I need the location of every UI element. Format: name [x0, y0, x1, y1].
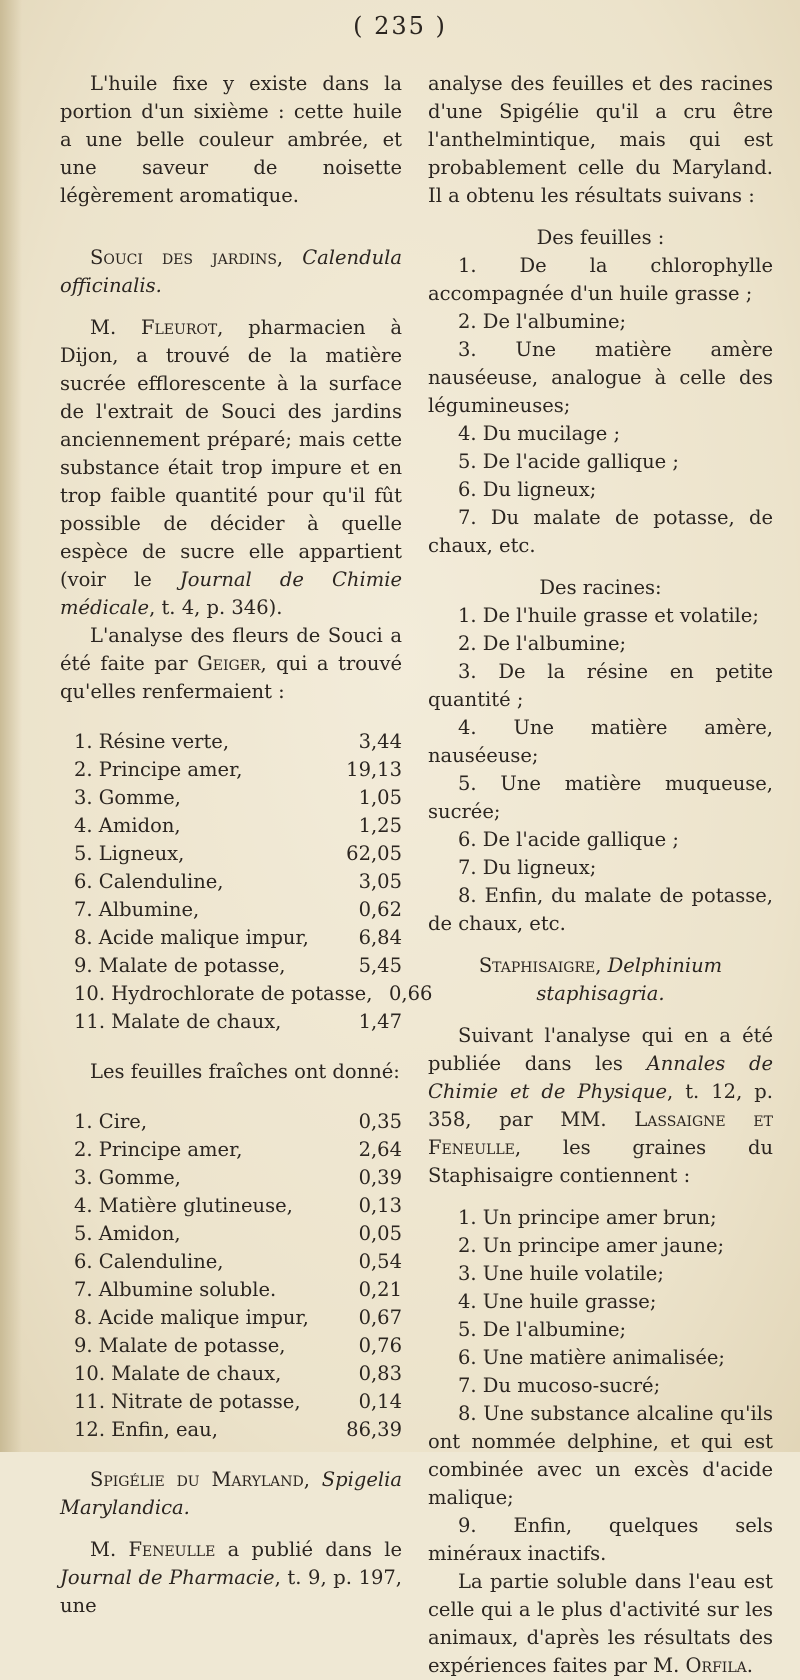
- list-item: 7. Du malate de potasse, de chaux, etc.: [428, 506, 773, 557]
- row-label: 11. Nitrate de potasse,: [74, 1390, 301, 1413]
- table-row: [60, 1164, 402, 1192]
- list-item: 8. Une substance alcaline qu'ils ont nommée delphine, et qui est combinée avec un excès d'acide malique;: [428, 1402, 773, 1509]
- leaves-composition-table: [60, 1108, 402, 1444]
- text-fragment: a publié dans le: [227, 1538, 403, 1561]
- table-row: [60, 840, 402, 868]
- row-value: 0,05: [358, 1222, 402, 1245]
- list-item: 4. Du mucilage ;: [458, 422, 621, 445]
- table-row: [60, 1416, 402, 1444]
- souci-paragraph-2: [60, 622, 402, 706]
- list-item: 3. De la résine en petite quantité ;: [428, 660, 773, 711]
- table-row: [60, 1192, 402, 1220]
- row-label: 3. Gomme,: [74, 1166, 181, 1189]
- row-label: 2. Principe amer,: [74, 1138, 243, 1161]
- list-item: 2. De l'albumine;: [458, 632, 627, 655]
- row-label: 1. Cire,: [74, 1110, 148, 1133]
- author-name: Orfila.: [685, 1654, 753, 1677]
- row-value: 0,76: [358, 1334, 402, 1357]
- intro-paragraph: L'huile fixe y existe dans la portion d'un sixième : cette huile a une belle couleur ambrée, et une saveur de noisette légèrement aromatique.: [60, 72, 402, 207]
- row-value: 0,62: [358, 898, 402, 921]
- row-value: 0,54: [358, 1250, 402, 1273]
- author-names: Lassaigne et Feneulle,: [428, 1108, 773, 1159]
- row-value: 1,05: [358, 786, 402, 809]
- row-label: 12. Enfin, eau,: [74, 1418, 218, 1441]
- author-name: Feneulle: [128, 1538, 216, 1561]
- list-item: 3. Une huile volatile;: [458, 1262, 664, 1285]
- row-label: 9. Malate de potasse,: [74, 1334, 286, 1357]
- racines-list: [428, 602, 773, 938]
- list-item: 5. Une matière muqueuse, sucrée;: [428, 772, 773, 823]
- text-fragment: , t. 4, p. 346).: [149, 596, 283, 619]
- left-column: [60, 70, 433, 1620]
- page-number: ( 235 ): [353, 12, 447, 40]
- flowers-composition-table: [60, 728, 433, 1036]
- right-column: [428, 70, 773, 1680]
- list-item: 6. De l'acide gallique ;: [458, 828, 679, 851]
- table-row: [60, 756, 402, 784]
- list-item: 8. Enfin, du malate de potasse, de chaux, etc.: [428, 884, 773, 935]
- row-value: 1,47: [358, 1010, 402, 1033]
- row-label: 7. Albumine,: [74, 898, 200, 921]
- table-row: [60, 784, 402, 812]
- table-row: [60, 1136, 402, 1164]
- staphisaigre-paragraph: [428, 1022, 773, 1190]
- row-label: 10. Hydrochlorate de potasse,: [74, 982, 373, 1005]
- row-value: 0,66: [389, 982, 433, 1005]
- page-spine-shadow: [0, 0, 22, 1452]
- row-label: 2. Principe amer,: [74, 758, 243, 781]
- row-value: 3,44: [358, 730, 402, 753]
- row-value: 62,05: [346, 842, 402, 865]
- list-item: 4. Une matière amère, nauséeuse;: [428, 716, 773, 767]
- table-row: [60, 1008, 402, 1036]
- final-paragraph: [428, 1568, 773, 1680]
- text-fragment: les graines du Staphisaigre contiennent :: [428, 1136, 773, 1187]
- text-fragment: qui a trouvé qu'elles renfermaient :: [60, 652, 402, 703]
- list-item: 4. Une huile grasse;: [458, 1290, 657, 1313]
- row-value: 1,25: [358, 814, 402, 837]
- souci-heading: [60, 244, 402, 300]
- staphisaigre-heading-name: Staphisaigre,: [478, 954, 602, 977]
- row-label: 6. Calenduline,: [74, 1250, 224, 1273]
- staphisaigre-list: [428, 1204, 773, 1568]
- feuilles-list: [428, 252, 773, 560]
- row-value: 0,13: [358, 1194, 402, 1217]
- table-row: [60, 1360, 402, 1388]
- row-value: 0,67: [358, 1306, 402, 1329]
- list-item: 9. Enfin, quelques sels minéraux inactifs.: [428, 1514, 773, 1565]
- row-label: 5. Ligneux,: [74, 842, 185, 865]
- staphisaigre-heading-latin: Delphinium staphisagria.: [536, 954, 723, 1005]
- table-row: [60, 1332, 402, 1360]
- list-item: 6. Du ligneux;: [458, 478, 597, 501]
- table-row: [60, 812, 402, 840]
- row-label: 6. Calenduline,: [74, 870, 224, 893]
- table-row: [60, 924, 402, 952]
- list-item: 7. Du mucoso-sucré;: [458, 1374, 661, 1397]
- table-row: [60, 1108, 402, 1136]
- table-row: [60, 1248, 402, 1276]
- row-value: 0,35: [358, 1110, 402, 1133]
- spigelie-paragraph: [60, 1536, 402, 1620]
- table-row: [60, 1304, 402, 1332]
- text-fragment: , t. 9, p. 197, une: [60, 1566, 402, 1617]
- text-fragment: pharmacien à Dijon, a trouvé de la matière sucrée efflorescente à la surface de l'extrait de Souci des jardins anciennement préparé; mais cette substance était trop impure et en trop faible quantité pour qu'il fût possible de décider à quelle espèce de sucre elle appartient (voir le: [60, 316, 402, 591]
- row-label: 5. Amidon,: [74, 1222, 181, 1245]
- table-row: [60, 980, 433, 1008]
- row-value: 0,14: [358, 1390, 402, 1413]
- souci-heading-name: Souci des jardins,: [90, 246, 284, 269]
- list-item: 2. Un principe amer jaune;: [458, 1234, 725, 1257]
- text-fragment: M.: [90, 1538, 117, 1561]
- continued-paragraph: analyse des feuilles et des racines d'une Spigélie qu'il a cru être l'anthelmintique, mais qui est probablement celle du Maryland. Il a obtenu les résultats suivans :: [428, 72, 773, 207]
- spigelie-heading-latin: Spigelia Marylandica.: [60, 1468, 402, 1519]
- journal-title: Journal de Pharmacie: [60, 1566, 275, 1589]
- list-item: 6. Une matière animalisée;: [458, 1346, 725, 1369]
- table-row: [60, 868, 402, 896]
- row-value: 5,45: [358, 954, 402, 977]
- text-fragment: , t. 12, p. 358, par MM.: [428, 1080, 773, 1131]
- row-label: 1. Résine verte,: [74, 730, 230, 753]
- list-item: 5. De l'acide gallique ;: [458, 450, 679, 473]
- row-value: 0,83: [358, 1362, 402, 1385]
- table-row: [60, 1388, 402, 1416]
- row-value: 3,05: [358, 870, 402, 893]
- staphisaigre-heading: [428, 952, 773, 1008]
- table-row: [60, 1276, 402, 1304]
- text-fragment: La partie soluble dans l'eau est celle qui a le plus d'activité sur les animaux, d'après les résultats des expériences faites par M.: [428, 1570, 773, 1677]
- list-item: 2. De l'albumine;: [458, 310, 627, 333]
- souci-paragraph-1: [60, 314, 402, 622]
- spigelie-heading: [60, 1466, 402, 1522]
- feuilles-heading: Des feuilles :: [536, 226, 665, 249]
- table-row: [60, 952, 402, 980]
- racines-heading: Des racines:: [539, 576, 662, 599]
- leaves-intro: Les feuilles fraîches ont donné:: [90, 1060, 400, 1083]
- row-value: 86,39: [346, 1418, 402, 1441]
- row-label: 10. Malate de chaux,: [74, 1362, 282, 1385]
- row-label: 8. Acide malique impur,: [74, 1306, 309, 1329]
- list-item: 1. De l'huile grasse et volatile;: [458, 604, 759, 627]
- row-value: 0,21: [358, 1278, 402, 1301]
- row-value: 0,39: [358, 1166, 402, 1189]
- row-label: 11. Malate de chaux,: [74, 1010, 282, 1033]
- spigelie-heading-name: Spigélie du Maryland,: [90, 1468, 310, 1491]
- row-label: 8. Acide malique impur,: [74, 926, 309, 949]
- table-row: [60, 896, 402, 924]
- author-name: Geiger,: [197, 652, 267, 675]
- row-value: 2,64: [358, 1138, 402, 1161]
- author-name: Fleurot,: [140, 316, 224, 339]
- row-label: 4. Amidon,: [74, 814, 181, 837]
- list-item: 3. Une matière amère nauséeuse, analogue à celle des légumineuses;: [428, 338, 773, 417]
- list-item: 1. Un principe amer brun;: [458, 1206, 717, 1229]
- row-label: 7. Albumine soluble.: [74, 1278, 277, 1301]
- list-item: 1. De la chlorophylle accompagnée d'un huile grasse ;: [428, 254, 773, 305]
- row-value: 19,13: [346, 758, 402, 781]
- text-fragment: Suivant l'analyse qui en a été publiée dans les: [428, 1024, 773, 1075]
- souci-heading-latin: Calendula officinalis.: [60, 246, 402, 297]
- table-row: [60, 728, 402, 756]
- table-row: [60, 1220, 402, 1248]
- text-fragment: M.: [90, 316, 117, 339]
- text-fragment: L'analyse des fleurs de Souci a été faite par: [60, 624, 402, 675]
- list-item: 5. De l'albumine;: [458, 1318, 627, 1341]
- list-item: 7. Du ligneux;: [458, 856, 597, 879]
- journal-title: Annales de Chimie et de Physique: [428, 1052, 773, 1103]
- row-value: 6,84: [358, 926, 402, 949]
- row-label: 9. Malate de potasse,: [74, 954, 286, 977]
- journal-title: Journal de Chimie médicale: [60, 568, 402, 619]
- row-label: 4. Matière glutineuse,: [74, 1194, 293, 1217]
- row-label: 3. Gomme,: [74, 786, 181, 809]
